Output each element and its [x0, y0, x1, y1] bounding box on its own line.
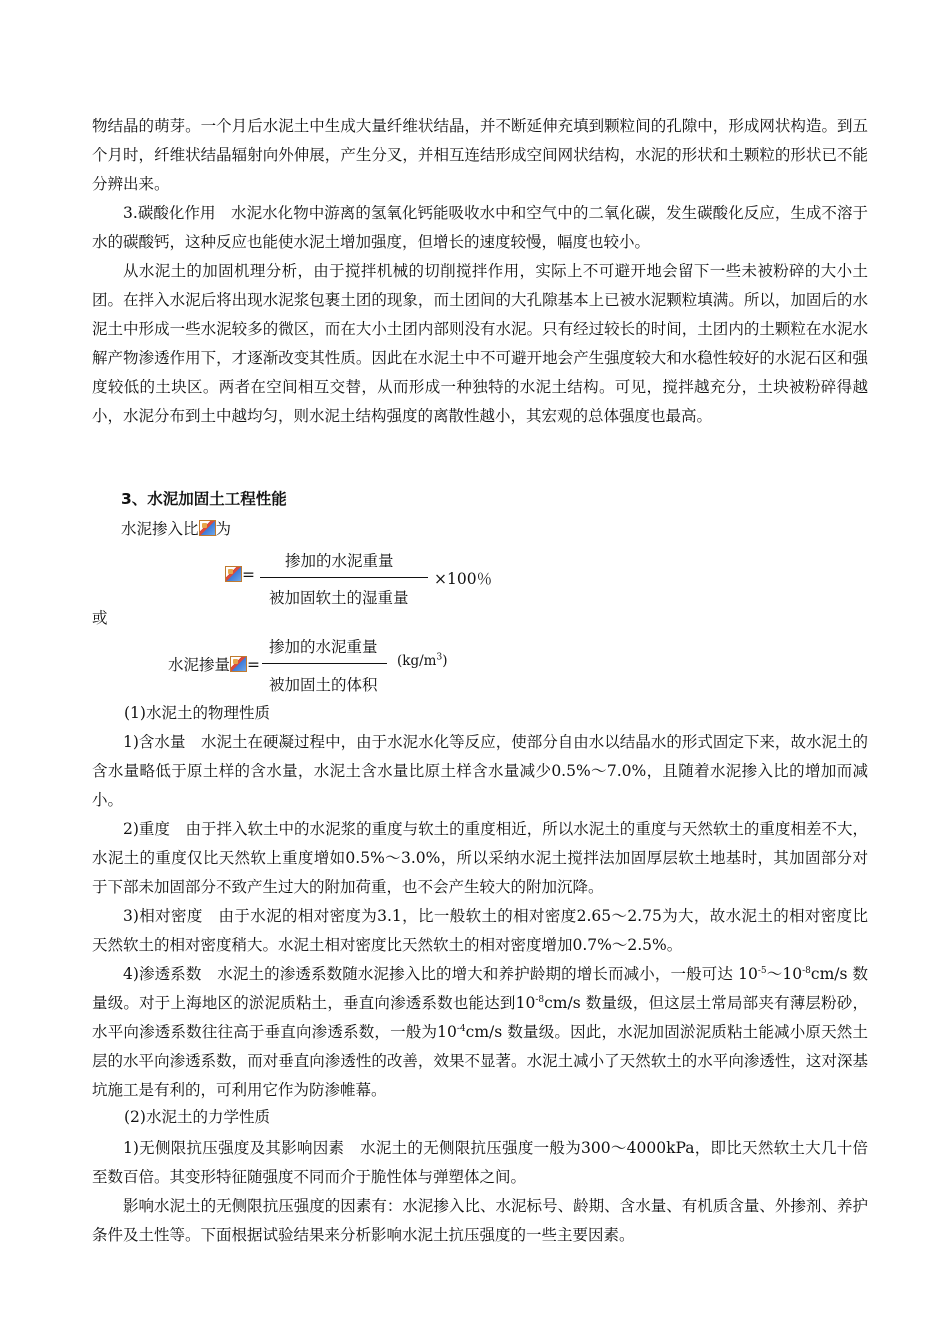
formula2-label: 水泥掺量 [168, 656, 231, 674]
formula2-numerator: 掺加的水泥重量 [269, 638, 378, 656]
mechanical-properties-title: (2)水泥土的力学性质 [124, 1108, 270, 1126]
formula1-multiplier: ×100％ [434, 570, 493, 588]
paragraph-permeability [92, 960, 868, 1105]
formula1-numerator: 掺加的水泥重量 [285, 552, 394, 570]
formula2-lhs [168, 653, 260, 675]
paragraph-relative-density: 3)相对密度 由于水泥的相对密度为3.1，比一般软土的相对密度2.65～2.75为大，故水泥土的相对密度比天然软土的相对密度稍大。水泥土相对密度比天然软土的相对密度增加0.7%～2.5%。 [92, 907, 868, 954]
formula2-unit-suffix: ) [442, 653, 448, 669]
formula2-fraction-bar [262, 663, 387, 664]
perm-sup-1: -5 [757, 965, 767, 976]
section-heading: 3、水泥加固土工程性能 [121, 490, 287, 508]
formula1-denominator: 被加固软土的湿重量 [269, 589, 409, 607]
formula1-intro-suffix: 为 [215, 520, 232, 538]
alpha-symbol-icon [199, 520, 216, 536]
formula1-equals: = [242, 566, 255, 584]
perm-text-1: 4)渗透系数 水泥土的渗透系数随水泥掺入比的增大和养护龄期的增长而减小，一般可达 10 [123, 965, 758, 983]
paragraph-strength-factors: 影响水泥土的无侧限抗压强度的因素有：水泥掺入比、水泥标号、龄期、含水量、有机质含量、外掺剂、养护条件及土性等。下面根据试验结果来分析影响水泥土抗压强度的一些主要因素。 [92, 1197, 868, 1244]
perm-text-3: cm/s 数量级。对于上海地区的淤泥质粘土，垂直向渗透系数也能达到10 [92, 965, 869, 1012]
paragraph-unconfined-strength: 1)无侧限抗压强度及其影响因素 水泥土的无侧限抗压强度一般为300～4000kPa，即比天然软土大几十倍至数百倍。其变形特征随强度不同而介于脆性体与弹塑体之间。 [92, 1139, 868, 1186]
paragraph-mechanism-analysis: 从水泥土的加固机理分析，由于搅拌机械的切削搅拌作用，实际上不可避开地会留下一些未被粉碎的大小土团。在拌入水泥后将出现水泥浆包裹土团的现象，而土团间的大孔隙基本上已被水泥颗粒填满。所以，加固后的水泥土中形成一些水泥较多的微区，而在大小土团内部则没有水泥。只有经过较长的时间，土团内的土颗粒在水泥水解产物渗透作用下，才逐渐改变其性质。因此在水泥土中不可避开地会产生强度较大和水稳性较好的水泥石区和强度较低的土块区。两者在空间相互交替，从而形成一种独特的水泥土结构。可见，搅拌越充分，土块被粉碎得越小，水泥分布到土中越均匀，则水泥土结构强度的离散性越小，其宏观的总体强度也最高。 [92, 262, 868, 425]
physical-properties-title: (1)水泥土的物理性质 [124, 704, 270, 722]
formula2-equals: = [247, 656, 261, 674]
formula1-intro [121, 517, 231, 539]
or-text: 或 [92, 609, 108, 627]
formula1-intro-prefix: 水泥掺入比 [121, 520, 199, 538]
formula1-lhs [225, 566, 255, 584]
paragraph-water-content: 1)含水量 水泥土在硬凝过程中，由于水泥水化等反应，使部分自由水以结晶水的形式固定下来，故水泥土的含水量略低于原土样的含水量，水泥土含水量比原土样含水量减少0.5%～7.0%，且随着水泥掺入比的增加而减小。 [92, 733, 868, 809]
formula2-unit-superscript: 3 [436, 652, 443, 663]
perm-text-2: ～10 [766, 965, 803, 983]
aw-symbol-icon [230, 656, 247, 672]
paragraph-unit-weight: 2)重度 由于拌入软土中的水泥浆的重度与软土的重度相近，所以水泥土的重度与天然软土的重度相差不大，水泥土的重度仅比天然软上重度增如0.5%～3.0%，所以采纳水泥土搅拌法加固厚层软土地基时，其加固部分对于下部未加固部分不致产生过大的附加荷重，也不会产生较大的附加沉降。 [92, 820, 868, 896]
formula2-denominator: 被加固土的体积 [269, 676, 378, 694]
perm-sup-3: -8 [535, 994, 545, 1005]
formula2-unit [397, 653, 447, 669]
alpha-symbol-icon [225, 566, 242, 582]
perm-sup-4: -4 [456, 1023, 466, 1034]
formula2-unit-prefix: (kg/m [397, 653, 437, 669]
perm-sup-2: -8 [802, 965, 811, 976]
paragraph-carbonation: 3.碳酸化作用 水泥水化物中游离的氢氧化钙能吸收水中和空气中的二氧化碳，发生碳酸化反应，生成不溶于水的碳酸钙，这种反应也能使水泥土增加强度，但增长的速度较慢，幅度也较小。 [92, 204, 868, 251]
perm-text-4: cm/s 数量级，但这层土常局部夹有薄层粉砂，水平向渗透系数往往高于垂直向渗透系数，一般为10 [92, 994, 868, 1041]
paragraph-crystal-growth: 物结晶的萌芽。一个月后水泥土中生成大量纤维状结晶，并不断延伸充填到颗粒间的孔隙中，形成网状构造。到五个月时，纤维状结晶辐射向外伸展，产生分叉，并相互连结形成空间网状结构，水泥的形状和土颗粒的形状已不能分辨出来。 [92, 117, 868, 193]
perm-text-5: cm/s 数量级。因此，水泥加固淤泥质粘土能减小原天然土层的水平向渗透系数，而对垂直向渗透性的改善，效果不显著。水泥土减小了天然软土的水平向渗透性，这对深基坑施工是有利的，可利用它作为防渗帷幕。 [92, 1023, 869, 1099]
formula1-fraction-bar [260, 577, 428, 578]
